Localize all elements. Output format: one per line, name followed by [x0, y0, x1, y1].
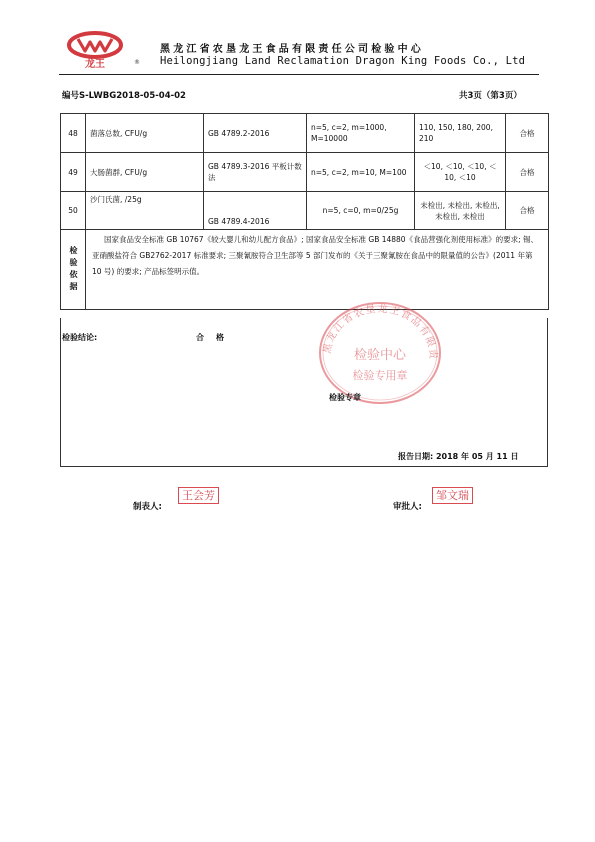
- table-row: [61, 153, 549, 192]
- approver-signature-stamp: 邹文瑞: [432, 487, 473, 504]
- basis-label: 检验依据: [61, 230, 86, 310]
- verdict: 合格: [506, 153, 549, 192]
- registered-mark: ®: [134, 59, 140, 66]
- limit-value: n=5, c=2, m=10, M=100: [307, 153, 415, 192]
- results-table: [60, 113, 549, 310]
- conclusion-value: 合格: [196, 333, 236, 342]
- approver-label: 审批人:: [393, 502, 422, 512]
- seal-center-line1: 检验中心: [353, 348, 407, 363]
- company-logo: [62, 30, 142, 70]
- document-number: 编号S-LWBG2018-05-04-02: [62, 91, 186, 101]
- result-value: 未检出, 未检出, 未检出, 未检出, 未检出: [415, 192, 506, 230]
- result-value: 110, 150, 180, 200, 210: [415, 114, 506, 153]
- table-row: [61, 114, 549, 153]
- basis-text: 国家食品安全标准 GB 10767《较大婴儿和幼儿配方食品》; 国家食品安全标准 GB 14880《食品营强化剂使用标准》的要求; 锡、亚硝酸盐符合 GB2762-2017 标准要求; 三聚氰胺符合卫生部等 5 部门发布的《关于三聚氰胺在食品中的限量值的公告》(2011 年第 10 号) 的要求; 产品标签明示值。: [86, 230, 549, 310]
- test-item: 大肠菌群, CFU/g: [86, 153, 204, 192]
- seal-ring-text: 黑龙江省农垦龙王食品有限责: [321, 303, 439, 361]
- table-row: [61, 192, 549, 230]
- logo-text: 龙王: [85, 59, 105, 70]
- seal-label: 检验专章: [329, 393, 361, 402]
- basis-row: [61, 230, 549, 310]
- conclusion-label: 检验结论:: [62, 333, 98, 342]
- test-method: GB 4789.3-2016 平板计数法: [204, 153, 307, 192]
- company-name-cn: 黑龙江省农垦龙王食品有限责任公司检验中心: [160, 44, 424, 55]
- row-number: 48: [61, 114, 86, 153]
- page-info: 共3页（第3页）: [459, 91, 522, 101]
- seal-center-line2: 检验专用章: [352, 369, 408, 382]
- test-method: GB 4789.2-2016: [204, 114, 307, 153]
- test-item: 沙门氏菌, /25g: [86, 192, 204, 230]
- test-method: GB 4789.4-2016: [204, 192, 307, 230]
- company-name-en: Heilongjiang Land Reclamation Dragon King Foods Co., Ltd: [160, 55, 526, 67]
- seal-stamp-icon: [314, 299, 446, 407]
- row-number: 50: [61, 192, 86, 230]
- longwang-logo-icon: [62, 30, 142, 70]
- preparer-signature-stamp: 王会芳: [178, 487, 219, 504]
- result-value: ＜10, ＜10, ＜10, ＜10, ＜10: [415, 153, 506, 192]
- limit-value: n=5, c=2, m=1000, M=10000: [307, 114, 415, 153]
- row-number: 49: [61, 153, 86, 192]
- header-divider: [59, 74, 539, 75]
- conclusion-box: [60, 318, 548, 467]
- report-date: 报告日期: 2018 年 05 月 11 日: [398, 452, 519, 461]
- verdict: 合格: [506, 114, 549, 153]
- limit-value: n=5, c=0, m=0/25g: [307, 192, 415, 230]
- official-seal: [314, 299, 446, 407]
- test-item: 菌落总数, CFU/g: [86, 114, 204, 153]
- verdict: 合格: [506, 192, 549, 230]
- preparer-label: 制表人:: [133, 502, 162, 512]
